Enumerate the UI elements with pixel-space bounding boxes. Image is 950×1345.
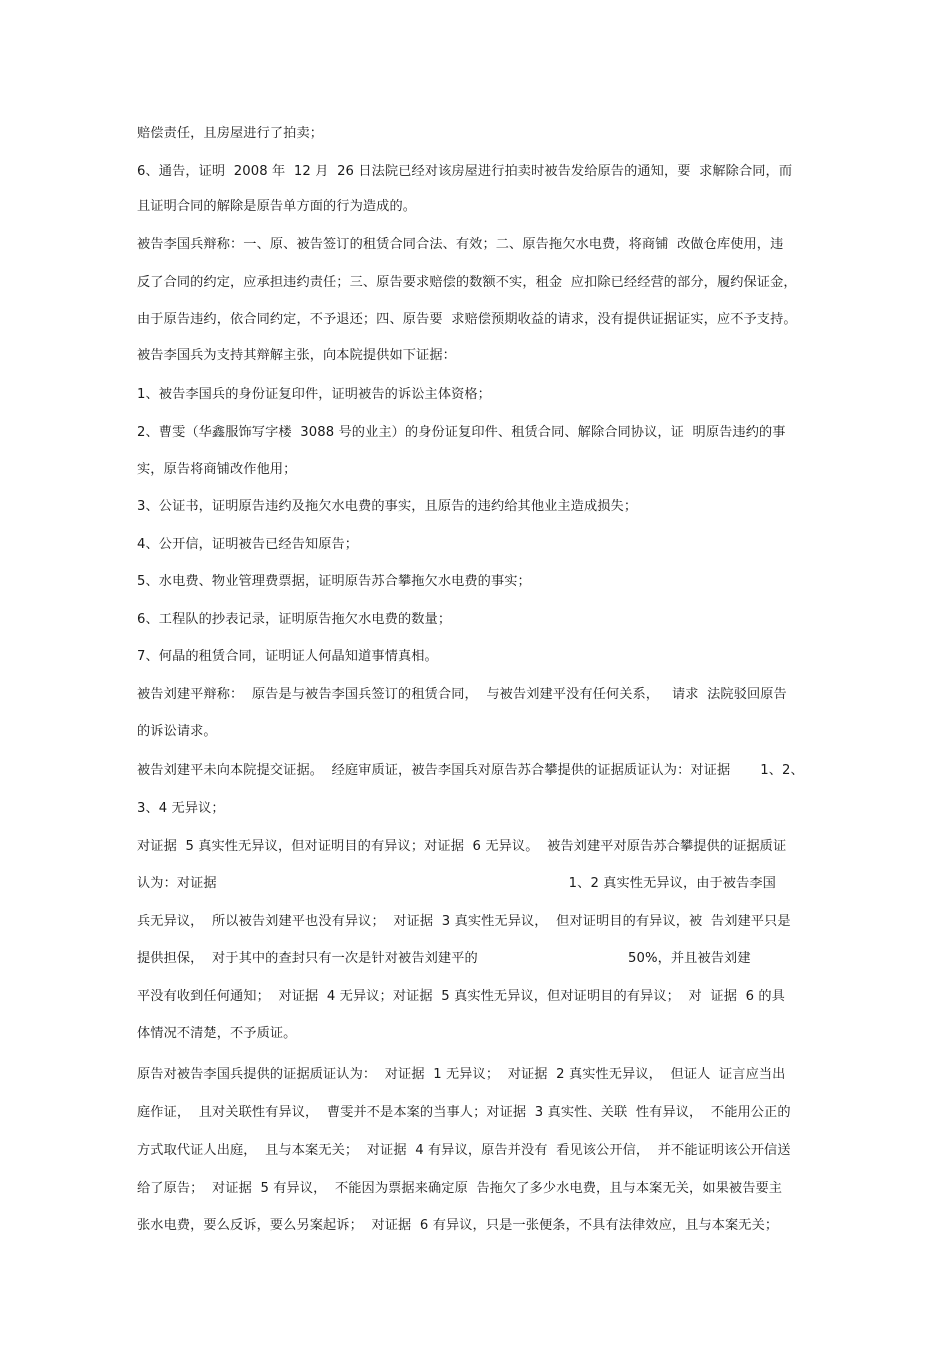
text-line: 被告李国兵为支持其辩解主张，向本院提供如下证据： — [137, 348, 456, 363]
text-line: 实，原告将商铺改作他用； — [137, 462, 297, 477]
text-line: 6、工程队的抄表记录，证明原告拖欠水电费的数量； — [137, 612, 452, 627]
text-line: 3、4 无异议； — [137, 801, 225, 816]
text-line: 4、公开信，证明被告已经告知原告； — [137, 537, 359, 552]
text-line: 且证明合同的解除是原告单方面的行为造成的。 — [137, 199, 417, 214]
text-line: 体情况不清楚，不予质证。 — [137, 1026, 297, 1041]
text-line: 6、通告，证明 2008 年 12 月 26 日法院已经对该房屋进行拍卖时被告发给原告的通知，要 求解除合同，而 — [137, 164, 793, 179]
text-line: 的诉讼请求。 — [137, 724, 217, 739]
text-line: 由于原告违约，依合同约定，不予退还；四、原告要 求赔偿预期收益的请求，没有提供证据证实，应不予支持。 — [137, 312, 797, 327]
text-line: 2、曹雯（华鑫服饰写字楼 3088 号的业主）的身份证复印件、租赁合同、解除合同协议，证 明原告违约的事 — [137, 425, 786, 440]
text-line: 对证据 5 真实性无异议，但对证明目的有异议；对证据 6 无异议。 被告刘建平对原告苏合攀提供的证据质证 — [137, 839, 787, 854]
text-line: 兵无异议， 所以被告刘建平也没有异议； 对证据 3 真实性无异议， 但对证明目的有异议，被 告刘建平只是 — [137, 914, 791, 929]
text-line: 赔偿责任，且房屋进行了拍卖； — [137, 126, 324, 141]
text-line: 张水电费，要么反诉，要么另案起诉； 对证据 6 有异议，只是一张便条，不具有法律效应，且与本案无关； — [137, 1218, 779, 1233]
text-line: 认为：对证据 1、2 真实性无异议，由于被告李国 — [137, 876, 776, 891]
text-line: 被告刘建平未向本院提交证据。 经庭审质证，被告李国兵对原告苏合攀提供的证据质证认为：对证据 1、2、 — [137, 763, 804, 778]
text-line: 提供担保， 对于其中的查封只有一次是针对被告刘建平的 50%，并且被告刘建 — [137, 951, 751, 966]
text-line: 给了原告； 对证据 5 有异议， 不能因为票据来确定原 告拖欠了多少水电费，且与本案无关，如果被告要主 — [137, 1181, 783, 1196]
text-line: 7、何晶的租赁合同，证明证人何晶知道事情真相。 — [137, 649, 438, 664]
text-line: 被告刘建平辩称： 原告是与被告李国兵签订的租赁合同， 与被告刘建平没有任何关系， 请求 法院驳回原告 — [137, 687, 787, 702]
text-line: 庭作证， 且对关联性有异议， 曹雯并不是本案的当事人；对证据 3 真实性、关联 性有异议， 不能用公正的 — [137, 1105, 791, 1120]
text-line: 3、公证书，证明原告违约及拖欠水电费的事实，且原告的违约给其他业主造成损失； — [137, 499, 638, 514]
text-line: 1、被告李国兵的身份证复印件，证明被告的诉讼主体资格； — [137, 387, 491, 402]
text-line: 5、水电费、物业管理费票据，证明原告苏合攀拖欠水电费的事实； — [137, 574, 531, 589]
text-line: 被告李国兵辩称：一、原、被告签订的租赁合同合法、有效；二、原告拖欠水电费，将商铺 改做仓库使用，违 — [137, 237, 784, 252]
text-line: 原告对被告李国兵提供的证据质证认为： 对证据 1 无异议； 对证据 2 真实性无异议， 但证人 证言应当出 — [137, 1067, 786, 1082]
text-line: 平没有收到任何通知； 对证据 4 无异议；对证据 5 真实性无异议，但对证明目的有异议； 对 证据 6 的具 — [137, 989, 785, 1004]
text-line: 方式取代证人出庭， 且与本案无关； 对证据 4 有异议，原告并没有 看见该公开信， 并不能证明该公开信送 — [137, 1143, 791, 1158]
text-line: 反了合同的约定，应承担违约责任；三、原告要求赔偿的数额不实，租金 应扣除已经经营的部分，履约保证金， — [137, 275, 797, 290]
